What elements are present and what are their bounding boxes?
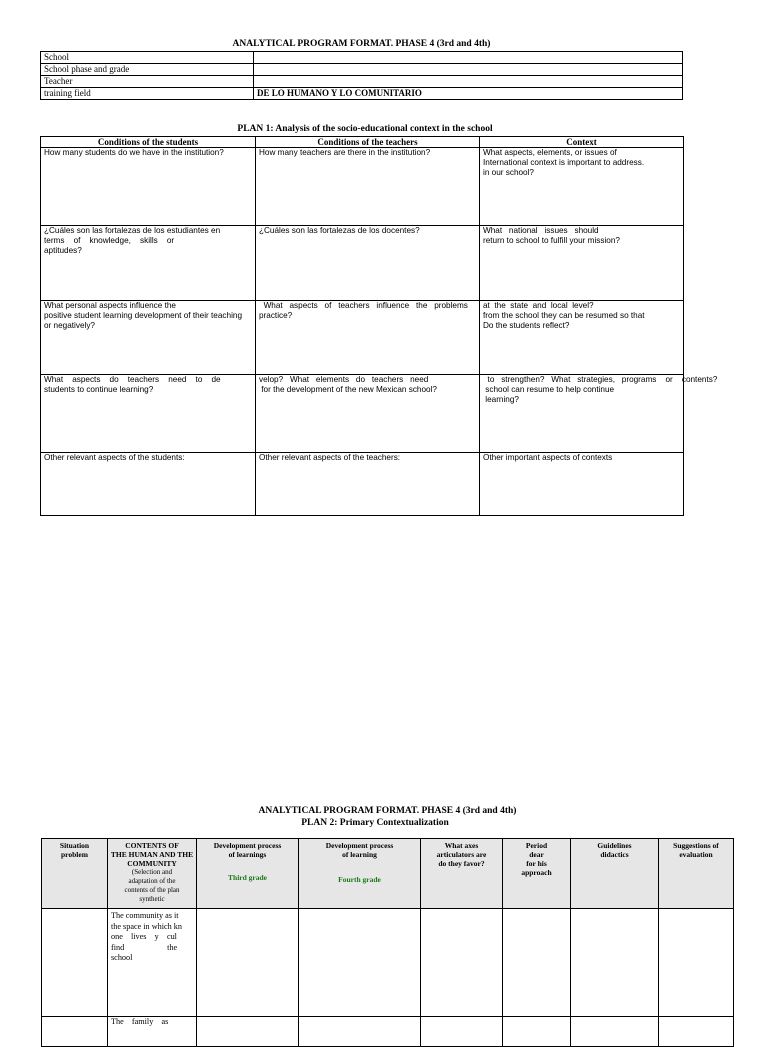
col-situation-problem: Situation problem bbox=[42, 839, 108, 909]
plan2-cell bbox=[42, 909, 108, 1017]
plan2-cell bbox=[421, 1017, 503, 1047]
plan1-title: PLAN 1: Analysis of the socio-educational context in the school bbox=[237, 124, 493, 134]
plan2-cell bbox=[42, 1017, 108, 1047]
cell-text: Other relevant aspects of the teachers: bbox=[259, 453, 401, 462]
plan1-table bbox=[40, 136, 718, 516]
info-table bbox=[40, 51, 683, 100]
row1-contents: The community as it the space in which kn one lives y cul find the school bbox=[111, 911, 182, 962]
plan1-cell bbox=[256, 148, 480, 226]
fourth-grade-label: Fourth grade bbox=[338, 875, 381, 884]
info-label: training field bbox=[41, 88, 254, 100]
col-period: Period dear for his approach bbox=[503, 839, 571, 909]
info-value: DE LO HUMANO Y LO COMUNITARIO bbox=[254, 88, 683, 100]
cell-text: What aspects of teachers influence the problems bbox=[259, 301, 468, 310]
info-value bbox=[254, 64, 683, 76]
info-value bbox=[254, 52, 683, 64]
third-grade-label: Third grade bbox=[228, 873, 267, 882]
plan2-cell bbox=[197, 909, 299, 1017]
plan1-cell bbox=[480, 301, 684, 375]
plan1-cell bbox=[41, 148, 256, 226]
info-row-phase bbox=[41, 64, 683, 76]
plan2-cell bbox=[571, 1017, 659, 1047]
cell-text: ¿Cuáles son las fortalezas de los docentes? bbox=[259, 226, 420, 235]
plan1-cell bbox=[41, 375, 256, 453]
col-guidelines: Guidelines didactics bbox=[571, 839, 659, 909]
plan1-cell bbox=[41, 226, 256, 301]
plan1-cell bbox=[480, 148, 684, 226]
plan2-cell bbox=[299, 909, 421, 1017]
info-label: School phase and grade bbox=[41, 64, 254, 76]
col-contents-title: CONTENTS OF THE HUMAN AND THE COMMUNITY bbox=[110, 841, 194, 868]
cell-text: What aspects do teachers need to de students to continue learning? bbox=[44, 375, 221, 394]
cell-text: velop? What elements do teachers need for the development of the new Mexican school? bbox=[259, 375, 437, 394]
plan2-title-2: PLAN 2: Primary Contextualization bbox=[301, 818, 449, 828]
info-label: School bbox=[41, 52, 254, 64]
row2-contents: The family as bbox=[111, 1017, 169, 1026]
cell-text: to strengthen? What strategies, programs or contents? school can resume to help continue learning? bbox=[485, 375, 718, 404]
plan1-row bbox=[41, 148, 684, 226]
plan1-col-context: Context bbox=[480, 137, 684, 148]
col-axes: What axes articulators are do they favor? bbox=[421, 839, 503, 909]
cell-text: How many students do we have in the institution? bbox=[44, 148, 224, 157]
plan1-cell bbox=[256, 226, 480, 301]
cell-text: What national issues should return to school to fulfill your mission? bbox=[483, 226, 620, 245]
info-row-school bbox=[41, 52, 683, 64]
plan1-row bbox=[41, 226, 684, 301]
plan1-cell bbox=[41, 301, 256, 375]
col-third-title: Development process of learnings bbox=[213, 841, 282, 859]
cell-text: How many teachers are there in the institution? bbox=[259, 148, 431, 157]
cell-text: Other relevant aspects of the students: bbox=[44, 453, 185, 462]
col-contents-sub: (Selection and adaptation of the contents of the plan synthetic bbox=[124, 868, 180, 903]
plan1-cell bbox=[256, 301, 480, 375]
plan2-cell bbox=[108, 1017, 197, 1047]
cell-text: What personal aspects influence the positive student learning development of their teaching or negatively? bbox=[44, 301, 242, 330]
plan2-cell bbox=[571, 909, 659, 1017]
plan2-row bbox=[42, 1017, 734, 1047]
plan1-col-students: Conditions of the students bbox=[41, 137, 256, 148]
plan1-cell bbox=[480, 226, 684, 301]
plan1-cell bbox=[256, 453, 480, 516]
plan2-cell bbox=[503, 909, 571, 1017]
info-label: Teacher bbox=[41, 76, 254, 88]
plan2-cell bbox=[108, 909, 197, 1017]
cell-text: practice? bbox=[259, 311, 293, 320]
plan2-cell bbox=[299, 1017, 421, 1047]
plan1-col-teachers: Conditions of the teachers bbox=[256, 137, 480, 148]
plan2-cell bbox=[421, 909, 503, 1017]
plan1-cell bbox=[480, 375, 718, 453]
page-title: ANALYTICAL PROGRAM FORMAT. PHASE 4 (3rd and 4th) bbox=[232, 39, 491, 49]
cell-text: What aspects, elements, or issues of International context is important to address. in our school? bbox=[483, 148, 645, 177]
cell-text: ¿Cuáles son las fortalezas de los estudiantes en terms of knowledge, skills or aptitudes? bbox=[44, 226, 221, 255]
cell-text: Other important aspects of contexts bbox=[483, 453, 613, 462]
plan2-cell bbox=[503, 1017, 571, 1047]
col-fourth-title: Development process of learning bbox=[325, 841, 394, 859]
plan1-row bbox=[41, 453, 684, 516]
plan2-header-row bbox=[42, 839, 734, 909]
plan1-cell bbox=[480, 453, 684, 516]
info-row-teacher bbox=[41, 76, 683, 88]
plan2-cell bbox=[659, 1017, 734, 1047]
plan1-header-row bbox=[41, 137, 684, 148]
col-contents bbox=[108, 839, 197, 909]
info-value bbox=[254, 76, 683, 88]
plan2-row bbox=[42, 909, 734, 1017]
col-third-grade bbox=[197, 839, 299, 909]
plan1-row bbox=[41, 301, 684, 375]
info-row-field bbox=[41, 88, 683, 100]
plan2-table bbox=[41, 838, 734, 1047]
plan2-cell bbox=[659, 909, 734, 1017]
plan2-title-1: ANALYTICAL PROGRAM FORMAT. PHASE 4 (3rd and 4th) bbox=[258, 806, 517, 816]
plan1-cell bbox=[41, 453, 256, 516]
col-evaluation: Suggestions of evaluation bbox=[659, 839, 734, 909]
col-fourth-grade bbox=[299, 839, 421, 909]
plan2-cell bbox=[197, 1017, 299, 1047]
cell-text: at the state and local level? from the school they can be resumed so that Do the students reflect? bbox=[483, 301, 645, 330]
plan1-row bbox=[41, 375, 684, 453]
plan1-cell bbox=[256, 375, 480, 453]
